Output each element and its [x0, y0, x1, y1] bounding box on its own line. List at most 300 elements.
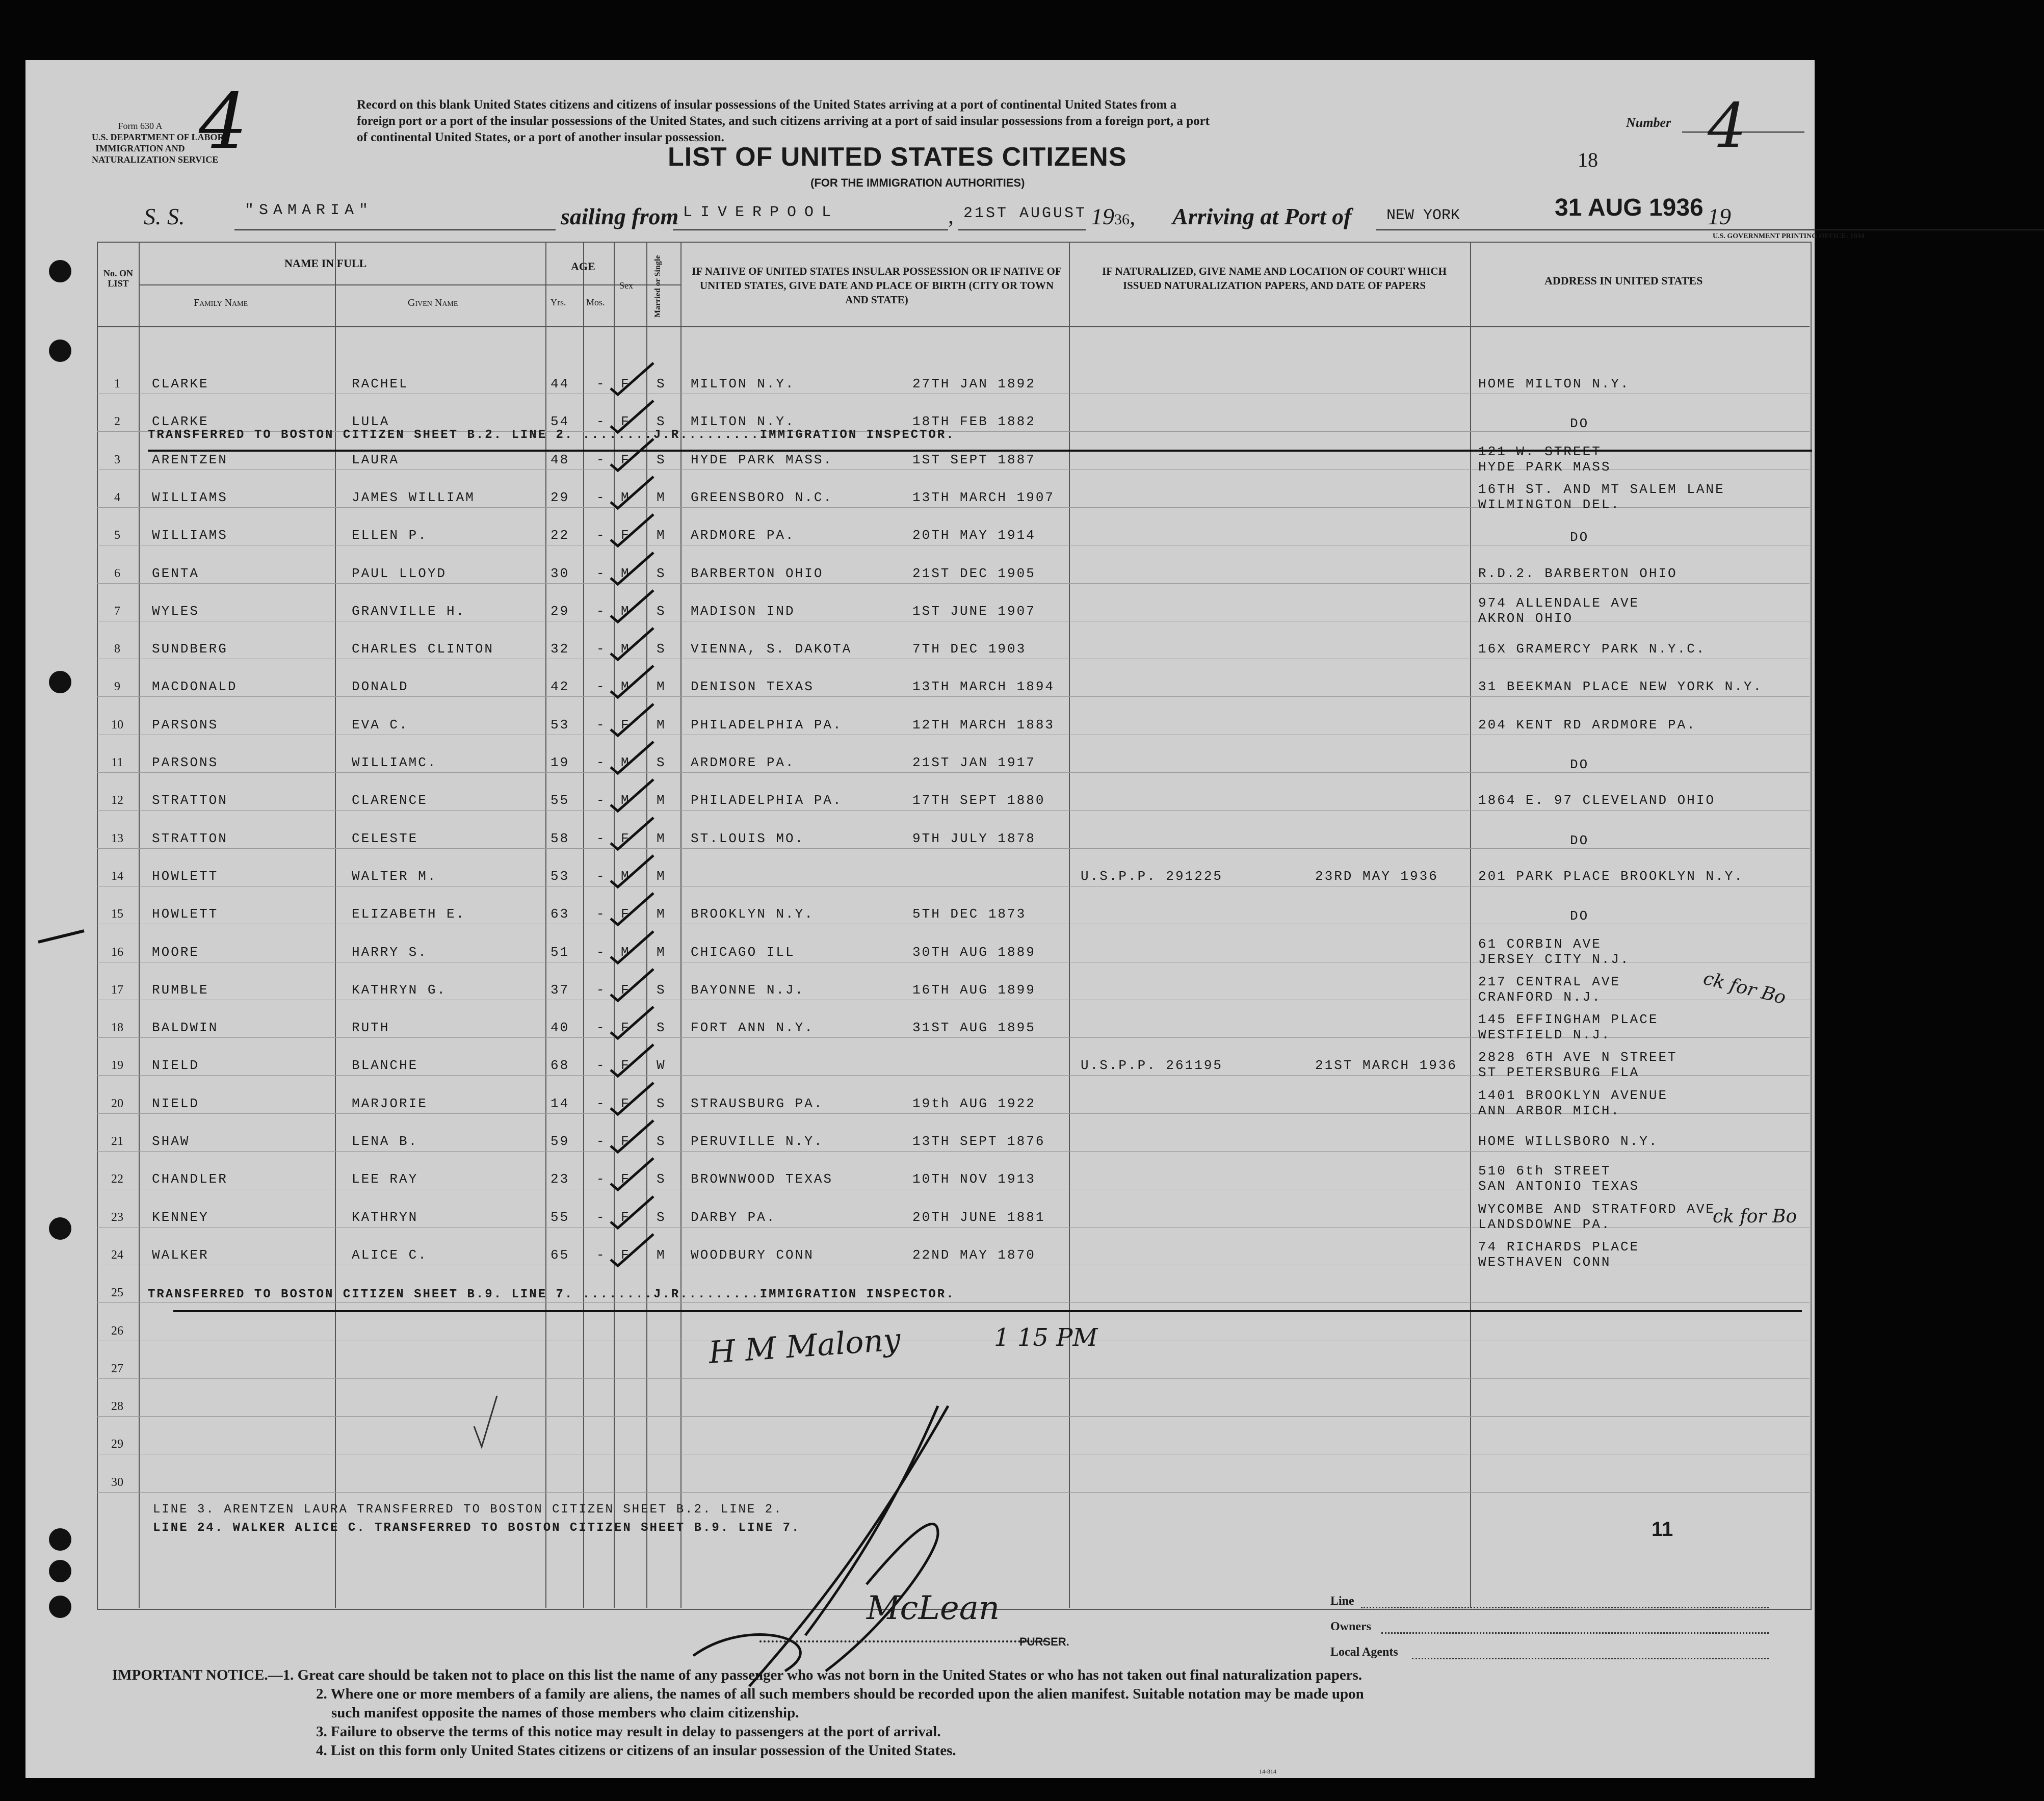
given-name: EVA C.	[352, 717, 409, 733]
birth-date: 27TH JAN 1892	[912, 376, 1036, 391]
footer-page-number: 11	[1652, 1518, 1673, 1541]
address-line-2: WILMINGTON DEL.	[1478, 497, 1621, 512]
address-line-1: 510 6th STREET	[1478, 1163, 1611, 1179]
address-line-1: 1401 BROOKLYN AVENUE	[1478, 1087, 1668, 1103]
checkmark-tick	[607, 473, 658, 513]
owners-field-dots	[1381, 1632, 1769, 1634]
checkmark-tick	[607, 1230, 658, 1271]
address-line-2: WESTFIELD N.J.	[1478, 1027, 1611, 1043]
given-name: CLARENCE	[352, 793, 428, 808]
age-years: 42	[551, 679, 570, 695]
year-19: 19	[1708, 203, 1731, 229]
address-line-1: 217 CENTRAL AVE	[1478, 974, 1621, 989]
address-line-1: 204 KENT RD ARDMORE PA.	[1478, 717, 1696, 733]
birth-date: 10TH NOV 1913	[912, 1171, 1036, 1187]
row-number: 15	[111, 907, 123, 921]
age-months: -	[596, 868, 606, 884]
agents-field-dots	[1412, 1658, 1769, 1659]
address-line-2: CRANFORD N.J.	[1478, 989, 1602, 1005]
marital-status: S	[657, 1095, 666, 1111]
row-number: 25	[111, 1286, 123, 1300]
owners-field-label: Owners	[1330, 1620, 1371, 1633]
age-months: -	[596, 982, 606, 998]
sailing-date: 21ST AUGUST	[963, 205, 1087, 222]
address-line-1: 974 ALLENDALE AVE	[1478, 595, 1640, 611]
birth-date: 31ST AUG 1895	[912, 1020, 1036, 1036]
age-years: 53	[551, 717, 570, 733]
record-note	[357, 97, 1210, 146]
row-number: 28	[111, 1400, 123, 1414]
address-line-1: HOME WILLSBORO N.Y.	[1478, 1134, 1659, 1149]
ship-underline	[234, 229, 556, 230]
notice-heading: IMPORTANT NOTICE.	[112, 1667, 268, 1683]
punch-hole	[49, 1217, 71, 1240]
sex: F	[621, 452, 631, 467]
marital-status: W	[657, 1058, 666, 1074]
age-years: 19	[551, 755, 570, 770]
row-rule	[97, 1151, 1810, 1152]
row-number: 23	[111, 1210, 123, 1224]
address-line-1: 201 PARK PLACE BROOKLYN N.Y.	[1478, 868, 1744, 884]
row-number: 24	[111, 1248, 123, 1262]
age-months: -	[596, 679, 606, 695]
checkmark-tick	[607, 586, 658, 627]
naturalization-date: 23RD MAY 1936	[1315, 868, 1438, 884]
checkmark-tick	[607, 775, 658, 816]
sex: M	[621, 793, 631, 808]
header-divider	[139, 284, 680, 285]
address-line-1: 16TH ST. AND MT SALEM LANE	[1478, 481, 1725, 497]
age-years: 22	[551, 528, 570, 543]
form-service-1: IMMIGRATION AND	[95, 143, 185, 153]
sex: F	[621, 906, 631, 922]
row-number: 17	[111, 983, 123, 997]
family-name: RUMBLE	[152, 982, 209, 998]
sex: F	[621, 528, 631, 543]
birth-place: HYDE PARK MASS.	[691, 452, 833, 467]
inspector-signature: H M Malony	[707, 1321, 902, 1371]
age-months: -	[596, 1134, 606, 1149]
sex: F	[621, 1247, 631, 1263]
checkmark-tick	[607, 927, 658, 968]
marital-status: S	[657, 376, 666, 391]
age-months: -	[596, 1209, 606, 1225]
header-given-name: Given Name	[408, 297, 458, 308]
age-years: 48	[551, 452, 570, 467]
birth-date: 20TH MAY 1914	[912, 528, 1036, 543]
line-24-strike	[173, 1310, 1802, 1312]
sex: F	[621, 414, 631, 430]
family-name: WILLIAMS	[152, 489, 228, 505]
row-rule	[97, 583, 1810, 584]
arriving-label: Arriving at Port of	[1172, 203, 1352, 229]
age-years: 23	[551, 1171, 570, 1187]
page-subtitle: (FOR THE IMMIGRATION AUTHORITIES)	[810, 176, 1025, 189]
margin-note-16: ck for Bo	[1701, 968, 1788, 1009]
sex: M	[621, 679, 631, 695]
row-rule	[97, 1302, 1810, 1303]
punch-hole	[49, 671, 71, 693]
punch-hole	[49, 1560, 71, 1582]
sex: M	[621, 641, 631, 657]
marital-status: S	[657, 755, 666, 770]
family-name: SUNDBERG	[152, 641, 228, 657]
given-name: KATHRYN G.	[352, 982, 447, 998]
transfer-note-line-24: TRANSFERRED TO BOSTON CITIZEN SHEET B.9. LINE 7. ........J.R.........IMMIGRATION INSPECTOR.	[148, 1288, 955, 1301]
birth-place: BROOKLYN N.Y.	[691, 906, 814, 922]
notice-1: —1. Great care should be taken not to place on this list the name of any passenger who was not born in the United States or who has not taken out final naturalization papers.	[268, 1667, 1362, 1683]
row-number: 26	[111, 1324, 123, 1338]
sex: F	[621, 717, 631, 733]
record-note-line-2: foreign port or a port of the insular possessions of the United States, and such citizens arriving at a port of said insular possessions from a foreign port, a port	[357, 114, 1210, 128]
family-name: BALDWIN	[152, 1020, 219, 1036]
marital-status: M	[657, 906, 666, 922]
row-number: 19	[111, 1059, 123, 1073]
margin-dash	[36, 922, 92, 952]
family-name: WYLES	[152, 603, 200, 619]
marital-status: M	[657, 717, 666, 733]
age-months: -	[596, 1171, 606, 1187]
handwritten-page-number: 4	[199, 77, 248, 166]
sex: M	[621, 755, 631, 770]
ship-name: "SAMARIA"	[245, 202, 374, 219]
sex: M	[621, 944, 631, 960]
birth-place: DARBY PA.	[691, 1209, 776, 1225]
given-name: LULA	[352, 414, 390, 430]
checkmark-tick	[607, 965, 658, 1006]
footer-note-1: LINE 3. ARENTZEN LAURA TRANSFERRED TO BOSTON CITIZEN SHEET B.2. LINE 2.	[153, 1503, 783, 1517]
given-name: ALICE C.	[352, 1247, 428, 1263]
given-name: ELIZABETH E.	[352, 906, 466, 922]
address-line-2: HYDE PARK MASS	[1478, 459, 1611, 475]
address-line-1: WYCOMBE AND STRATFORD AVE	[1478, 1201, 1716, 1217]
family-name: PARSONS	[152, 755, 219, 770]
address-line-1: DO	[1570, 757, 1589, 772]
purser-signature: McLean	[867, 1589, 1000, 1627]
row-number: 2	[114, 415, 120, 429]
birth-date: 16TH AUG 1899	[912, 982, 1036, 998]
family-name: WILLIAMS	[152, 528, 228, 543]
age-months: -	[596, 717, 606, 733]
age-years: 68	[551, 1058, 570, 1074]
family-name: PARSONS	[152, 717, 219, 733]
purser-label: PURSER.	[1019, 1635, 1069, 1648]
row-number: 21	[111, 1135, 123, 1148]
address-line-1: 2828 6TH AVE N STREET	[1478, 1050, 1678, 1065]
checkmark-tick	[607, 1116, 658, 1157]
age-years: 63	[551, 906, 570, 922]
birth-place: STRAUSBURG PA.	[691, 1095, 824, 1111]
margin-tick-mark	[469, 1391, 505, 1452]
checkmark-tick	[607, 1192, 658, 1233]
birth-date: 1ST SEPT 1887	[912, 452, 1036, 467]
given-name: HARRY S.	[352, 944, 428, 960]
agents-field-label: Local Agents	[1330, 1646, 1398, 1659]
record-note-line-3: of continental United States, or a port of another insular possession.	[357, 130, 724, 144]
address-line-1: HOME MILTON N.Y.	[1478, 376, 1630, 391]
age-months: -	[596, 906, 606, 922]
address-line-2: LANDSDOWNE PA.	[1478, 1216, 1611, 1232]
marital-status: S	[657, 452, 666, 467]
age-years: 58	[551, 830, 570, 846]
age-months: -	[596, 793, 606, 808]
row-number: 22	[111, 1172, 123, 1186]
line-field-label: Line	[1330, 1595, 1354, 1608]
age-years: 14	[551, 1095, 570, 1111]
address-line-1: 145 EFFINGHAM PLACE	[1478, 1012, 1659, 1028]
address-line-2: WESTHAVEN CONN	[1478, 1254, 1611, 1270]
given-name: ELLEN P.	[352, 528, 428, 543]
age-months: -	[596, 1247, 606, 1263]
row-number: 27	[111, 1362, 123, 1375]
header-naturalized: IF NATURALIZED, GIVE NAME AND LOCATION OF COURT WHICH ISSUED NATURALIZATION PAPERS, AND DATE OF PAPERS	[1102, 265, 1447, 292]
form-number: Form 630 A	[118, 121, 163, 131]
age-months: -	[596, 414, 606, 430]
age-months: -	[596, 1095, 606, 1111]
sex: F	[621, 1095, 631, 1111]
family-name: STRATTON	[152, 830, 228, 846]
form-service-2: NATURALIZATION SERVICE	[92, 154, 219, 165]
row-number: 11	[111, 756, 123, 769]
sex: F	[621, 1058, 631, 1074]
address-line-1: 121 W. STREET	[1478, 443, 1602, 459]
line-3-strike	[148, 450, 1812, 452]
header-age: AGE	[571, 260, 595, 273]
time-note: 1 15 PM	[994, 1323, 1098, 1352]
port-from: LIVERPOOL	[683, 204, 840, 221]
checkmark-tick	[607, 662, 658, 702]
age-years: 30	[551, 565, 570, 581]
family-name: HOWLETT	[152, 906, 219, 922]
checkmark-tick	[607, 624, 658, 665]
port-to: NEW YORK	[1386, 207, 1460, 224]
sex: F	[621, 1171, 631, 1187]
naturalization-papers: U.S.P.P. 261195	[1081, 1058, 1223, 1074]
birth-date: 13TH MARCH 1907	[912, 489, 1055, 505]
number-label: Number	[1626, 115, 1671, 130]
birth-place: ST.LOUIS MO.	[691, 830, 805, 846]
row-number: 5	[114, 529, 120, 542]
checkmark-tick	[607, 510, 658, 551]
punch-hole	[49, 1596, 71, 1618]
marital-status: S	[657, 1134, 666, 1149]
row-number: 10	[111, 718, 123, 732]
birth-place: BAYONNE N.J.	[691, 982, 805, 998]
header-no-on-list: No. ON LIST	[103, 268, 133, 289]
family-name: WALKER	[152, 1247, 209, 1263]
birth-place: WOODBURY CONN	[691, 1247, 814, 1263]
age-months: -	[596, 944, 606, 960]
age-years: 53	[551, 868, 570, 884]
address-line-1: 1864 E. 97 CLEVELAND OHIO	[1478, 793, 1716, 808]
row-number: 20	[111, 1097, 123, 1110]
age-years: 44	[551, 376, 570, 391]
birth-place: CHICAGO ILL	[691, 944, 795, 960]
footer-note-2: LINE 24. WALKER ALICE C. TRANSFERRED TO BOSTON CITIZEN SHEET B.9. LINE 7.	[153, 1521, 801, 1535]
given-name: RACHEL	[352, 376, 409, 391]
family-name: GENTA	[152, 565, 200, 581]
punch-hole	[49, 260, 71, 282]
birth-date: 22ND MAY 1870	[912, 1247, 1036, 1263]
birth-place: PHILADELPHIA PA.	[691, 717, 843, 733]
row-number: 9	[114, 680, 120, 694]
year-suffix: 36	[1114, 211, 1130, 228]
birth-place: ARDMORE PA.	[691, 755, 795, 770]
naturalization-papers: U.S.P.P. 291225	[1081, 868, 1223, 884]
age-years: 32	[551, 641, 570, 657]
sex: M	[621, 868, 631, 884]
row-number: 12	[111, 794, 123, 807]
given-name: PAUL LLOYD	[352, 565, 447, 581]
sailing-label: sailing from	[561, 203, 679, 229]
birth-place: VIENNA, S. DAKOTA	[691, 641, 852, 657]
row-rule	[97, 1378, 1810, 1379]
header-name-in-full: NAME IN FULL	[284, 257, 367, 270]
printed-18: 18	[1578, 148, 1598, 171]
birth-date: 13TH MARCH 1894	[912, 679, 1055, 695]
given-name: GRANVILLE H.	[352, 603, 466, 619]
age-years: 55	[551, 1209, 570, 1225]
sex: F	[621, 1020, 631, 1036]
birth-date: 7TH DEC 1903	[912, 641, 1027, 657]
row-number: 4	[114, 490, 120, 504]
age-years: 59	[551, 1134, 570, 1149]
family-name: CLARKE	[152, 376, 209, 391]
age-months: -	[596, 1058, 606, 1074]
header-family-name: Family Name	[194, 297, 248, 308]
address-line-2: SAN ANTONIO TEXAS	[1478, 1179, 1640, 1194]
marital-status: S	[657, 1209, 666, 1225]
arrival-stamp: 31 AUG 1936	[1555, 194, 1704, 221]
age-months: -	[596, 641, 606, 657]
number-value: 4	[1708, 91, 1747, 162]
given-name: CHARLES CLINTON	[352, 641, 494, 657]
checkmark-tick	[607, 359, 658, 400]
marital-status: M	[657, 528, 666, 543]
birth-place: BARBERTON OHIO	[691, 565, 824, 581]
given-name: LAURA	[352, 452, 400, 467]
address-line-2: ANN ARBOR MICH.	[1478, 1103, 1621, 1118]
transfer-note-line-3: TRANSFERRED TO BOSTON CITIZEN SHEET B.2. LINE 2. ........J.R.........IMMIGRATION INSPECTOR.	[148, 428, 955, 442]
given-name: BLANCHE	[352, 1058, 418, 1074]
form-department-block	[92, 120, 224, 165]
age-years: 55	[551, 793, 570, 808]
checkmark-tick	[607, 889, 658, 930]
age-months: -	[596, 1020, 606, 1036]
address-line-1: DO	[1570, 416, 1589, 432]
sex: F	[621, 830, 631, 846]
birth-date: 5TH DEC 1873	[912, 906, 1027, 922]
age-years: 65	[551, 1247, 570, 1263]
naturalization-date: 21ST MARCH 1936	[1315, 1058, 1458, 1074]
row-number: 1	[114, 377, 120, 390]
birth-date: 30TH AUG 1889	[912, 944, 1036, 960]
given-name: RUTH	[352, 1020, 390, 1036]
birth-date: 12TH MARCH 1883	[912, 717, 1055, 733]
row-number: 29	[111, 1438, 123, 1451]
checkmark-tick	[607, 700, 658, 741]
header-mos: Mos.	[586, 297, 605, 307]
birth-date: 19th AUG 1922	[912, 1095, 1036, 1111]
row-number: 18	[111, 1021, 123, 1035]
notice-4: 4. List on this form only United States citizens or citizens of an insular possession of the United States.	[316, 1742, 956, 1759]
marital-status: S	[657, 1020, 666, 1036]
age-years: 40	[551, 1020, 570, 1036]
age-years: 54	[551, 414, 570, 430]
birth-place: PHILADELPHIA PA.	[691, 793, 843, 808]
birth-place: MADISON IND	[691, 603, 795, 619]
age-months: -	[596, 452, 606, 467]
row-number: 13	[111, 831, 123, 845]
birth-place: PERUVILLE N.Y.	[691, 1134, 824, 1149]
given-name: CELESTE	[352, 830, 418, 846]
row-number: 7	[114, 604, 120, 618]
form-code: 14-814	[1259, 1768, 1276, 1775]
given-name: WILLIAMC.	[352, 755, 437, 770]
birth-place: MILTON N.Y.	[691, 376, 795, 391]
purser-dotted-line	[759, 1640, 1045, 1642]
family-name: NIELD	[152, 1058, 200, 1074]
birth-place: ARDMORE PA.	[691, 528, 795, 543]
birth-place: MILTON N.Y.	[691, 414, 795, 430]
address-line-1: DO	[1570, 832, 1589, 848]
manifest-sheet	[25, 60, 1865, 1778]
given-name: LEE RAY	[352, 1171, 418, 1187]
family-name: CLARKE	[152, 414, 209, 430]
birth-date: 21ST JAN 1917	[912, 755, 1036, 770]
age-months: -	[596, 489, 606, 505]
sex: F	[621, 982, 631, 998]
birth-date: 17TH SEPT 1880	[912, 793, 1045, 808]
marital-status: M	[657, 830, 666, 846]
header-sex: Sex	[619, 280, 633, 291]
marital-status: S	[657, 603, 666, 619]
checkmark-tick	[607, 814, 658, 854]
margin-note-22: ck for Bo	[1713, 1206, 1797, 1227]
family-name: KENNEY	[152, 1209, 209, 1225]
sex: F	[621, 376, 631, 391]
age-months: -	[596, 376, 606, 391]
age-months: -	[596, 565, 606, 581]
checkmark-tick	[607, 1040, 658, 1081]
address-line-2: JERSEY CITY N.J.	[1478, 951, 1630, 967]
birth-place: FORT ANN N.Y.	[691, 1020, 814, 1036]
age-months: -	[596, 528, 606, 543]
marital-status: M	[657, 679, 666, 695]
marital-status: M	[657, 489, 666, 505]
address-line-1: 31 BEEKMAN PLACE NEW YORK N.Y.	[1478, 679, 1763, 695]
comma: ,	[948, 203, 954, 228]
given-name: KATHRYN	[352, 1209, 418, 1225]
row-number: 14	[111, 869, 123, 883]
line-field-dots	[1361, 1607, 1769, 1608]
family-name: MACDONALD	[152, 679, 238, 695]
sex: M	[621, 565, 631, 581]
family-name: HOWLETT	[152, 868, 219, 884]
birth-date: 21ST DEC 1905	[912, 565, 1036, 581]
age-years: 29	[551, 489, 570, 505]
marital-status: M	[657, 868, 666, 884]
marital-status: M	[657, 1247, 666, 1263]
marital-status: M	[657, 944, 666, 960]
address-line-2: ST PETERSBURG FLA	[1478, 1065, 1640, 1081]
header-address: ADDRESS IN UNITED STATES	[1544, 274, 1703, 287]
header-married-single: Married or Single	[653, 255, 662, 318]
marital-status: S	[657, 565, 666, 581]
checkmark-tick	[607, 738, 658, 778]
birth-date: 1ST JUNE 1907	[912, 603, 1036, 619]
family-name: NIELD	[152, 1095, 200, 1111]
